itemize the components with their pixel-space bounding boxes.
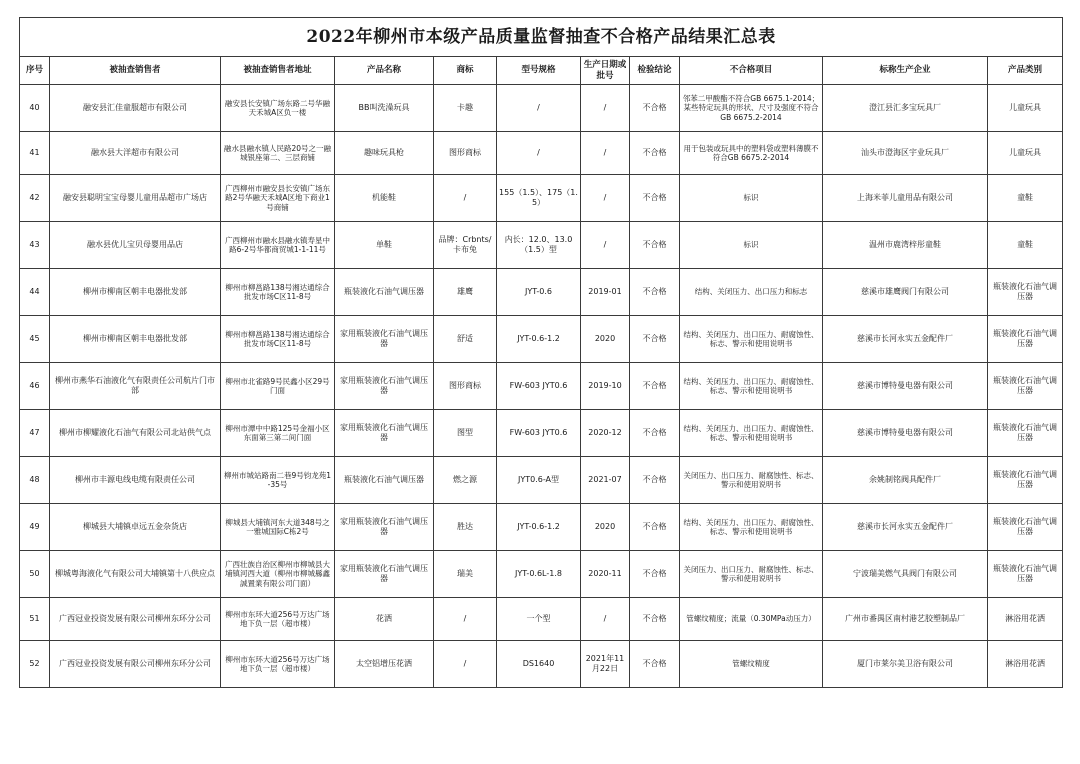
production-date-cell: 2021年11月22日 <box>581 641 630 688</box>
product-name-cell: 太空铝增压花洒 <box>335 641 434 688</box>
table-row <box>20 132 1063 175</box>
product-category-cell: 童鞋 <box>988 175 1063 222</box>
row-number-cell: 43 <box>20 222 50 269</box>
failed-items-cell: 结构、关闭压力、出口压力和标志 <box>680 269 823 316</box>
row-number-cell: 42 <box>20 175 50 222</box>
row-number-cell: 51 <box>20 598 50 641</box>
manufacturer-cell: 慈溪市雄鹰阀门有限公司 <box>823 269 988 316</box>
seller-name-cell: 融水县优儿宝贝母婴用品店 <box>50 222 221 269</box>
table-row <box>20 410 1063 457</box>
inspection-result-cell: 不合格 <box>630 551 680 598</box>
production-date-cell: 2020-12 <box>581 410 630 457</box>
seller-address-cell: 柳州市柳邕路138号湘达通综合批发市场C区11-8号 <box>221 316 335 363</box>
seller-name-cell: 融安县汇佳童服超市有限公司 <box>50 85 221 132</box>
header-cell: 生产日期或批号 <box>581 57 630 85</box>
production-date-cell: 2020 <box>581 316 630 363</box>
seller-address-cell: 柳州市柳邕路138号湘达通综合批发市场C区11-8号 <box>221 269 335 316</box>
production-date-cell: 2021-07 <box>581 457 630 504</box>
inspection-result-cell: 不合格 <box>630 641 680 688</box>
table-row <box>20 504 1063 551</box>
failed-items-cell: 用于包装或玩具中的塑料袋或塑料薄膜不符合GB 6675.2-2014 <box>680 132 823 175</box>
inspection-result-cell: 不合格 <box>630 85 680 132</box>
model-spec-cell: / <box>497 85 581 132</box>
header-cell: 序号 <box>20 57 50 85</box>
seller-address-cell: 柳州市潭中中路125号金福小区东面第三第二间门面 <box>221 410 335 457</box>
manufacturer-cell: 余姚制铭阀具配件厂 <box>823 457 988 504</box>
trademark-cell: 图形商标 <box>434 132 497 175</box>
trademark-cell: / <box>434 641 497 688</box>
failed-items-cell: 关闭压力、出口压力、耐腐蚀性、标志、警示和使用说明书 <box>680 457 823 504</box>
production-date-cell: / <box>581 175 630 222</box>
product-category-cell: 淋浴用花洒 <box>988 598 1063 641</box>
seller-address-cell: 柳州市东环大道256号万达广场地下负一层（超市楼） <box>221 641 335 688</box>
table-body <box>20 85 1063 688</box>
header-cell: 型号规格 <box>497 57 581 85</box>
header-cell: 被抽查销售者 <box>50 57 221 85</box>
product-name-cell: 瓶装液化石油气调压器 <box>335 457 434 504</box>
product-name-cell: 家用瓶装液化石油气调压器 <box>335 363 434 410</box>
product-category-cell: 瓶装液化石油气调压器 <box>988 316 1063 363</box>
product-category-cell: 淋浴用花洒 <box>988 641 1063 688</box>
seller-name-cell: 柳城县大埔镇卓远五金杂货店 <box>50 504 221 551</box>
seller-address-cell: 融安县长安镇广场东路二号华融天禾城A区负一楼 <box>221 85 335 132</box>
inspection-result-cell: 不合格 <box>630 363 680 410</box>
failed-items-cell: 管螺纹精度 <box>680 641 823 688</box>
inspection-result-cell: 不合格 <box>630 132 680 175</box>
table-row <box>20 85 1063 132</box>
seller-name-cell: 柳州市丰源电线电缆有限责任公司 <box>50 457 221 504</box>
seller-address-cell: 柳城县大埔镇河东大道348号之一雅城国际C栋2号 <box>221 504 335 551</box>
product-category-cell: 儿童玩具 <box>988 132 1063 175</box>
trademark-cell: / <box>434 598 497 641</box>
model-spec-cell: 内长：12.0、13.0（1.5）型 <box>497 222 581 269</box>
product-name-cell: 机能鞋 <box>335 175 434 222</box>
trademark-cell: 卡趣 <box>434 85 497 132</box>
manufacturer-cell: 厦门市莱尔美卫浴有限公司 <box>823 641 988 688</box>
failed-items-cell: 结构、关闭压力、出口压力、耐腐蚀性、标志、警示和使用说明书 <box>680 363 823 410</box>
manufacturer-cell: 慈溪市博特曼电器有限公司 <box>823 363 988 410</box>
model-spec-cell: / <box>497 132 581 175</box>
manufacturer-cell: 慈溪市长河永实五金配件厂 <box>823 504 988 551</box>
row-number-cell: 44 <box>20 269 50 316</box>
table-row <box>20 269 1063 316</box>
table-row <box>20 551 1063 598</box>
production-date-cell: 2019-10 <box>581 363 630 410</box>
product-category-cell: 瓶装液化石油气调压器 <box>988 363 1063 410</box>
page-title: 2022年柳州市本级产品质量监督抽查不合格产品结果汇总表 <box>20 18 1063 57</box>
failed-items-cell: 关闭压力、出口压力、耐腐蚀性、标志、警示和使用说明书 <box>680 551 823 598</box>
inspection-result-cell: 不合格 <box>630 269 680 316</box>
trademark-cell: 雄鹰 <box>434 269 497 316</box>
row-number-cell: 41 <box>20 132 50 175</box>
header-cell: 商标 <box>434 57 497 85</box>
product-name-cell: BB叫洗澡玩具 <box>335 85 434 132</box>
model-spec-cell: JYT-0.6-1.2 <box>497 316 581 363</box>
header-cell: 检验结论 <box>630 57 680 85</box>
inspection-result-cell: 不合格 <box>630 457 680 504</box>
table-row <box>20 641 1063 688</box>
nonconforming-products-table <box>19 17 1063 688</box>
model-spec-cell: JYT-0.6-1.2 <box>497 504 581 551</box>
header-cell: 标称生产企业 <box>823 57 988 85</box>
row-number-cell: 49 <box>20 504 50 551</box>
production-date-cell: / <box>581 132 630 175</box>
product-name-cell: 花洒 <box>335 598 434 641</box>
production-date-cell: / <box>581 222 630 269</box>
product-category-cell: 瓶装液化石油气调压器 <box>988 269 1063 316</box>
model-spec-cell: 一个型 <box>497 598 581 641</box>
row-number-cell: 52 <box>20 641 50 688</box>
product-category-cell: 瓶装液化石油气调压器 <box>988 410 1063 457</box>
product-name-cell: 家用瓶装液化石油气调压器 <box>335 410 434 457</box>
inspection-result-cell: 不合格 <box>630 598 680 641</box>
seller-name-cell: 柳城粤海液化气有限公司大埔镇第十八供应点 <box>50 551 221 598</box>
failed-items-cell: 标识 <box>680 175 823 222</box>
model-spec-cell: JYT-0.6 <box>497 269 581 316</box>
table-row <box>20 457 1063 504</box>
product-name-cell: 趣味玩具枪 <box>335 132 434 175</box>
row-number-cell: 50 <box>20 551 50 598</box>
production-date-cell: 2019-01 <box>581 269 630 316</box>
row-number-cell: 47 <box>20 410 50 457</box>
manufacturer-cell: 广州市番禺区南村港艺胶塑制品厂 <box>823 598 988 641</box>
model-spec-cell: JYT-0.6L-1.8 <box>497 551 581 598</box>
seller-address-cell: 柳州市东环大道256号万达广场地下负一层（超市楼） <box>221 598 335 641</box>
seller-name-cell: 融安县聪明宝宝母婴儿童用品超市广场店 <box>50 175 221 222</box>
seller-address-cell: 融水县融水镇人民路20号之一融城银座第二、三层商铺 <box>221 132 335 175</box>
product-name-cell: 家用瓶装液化石油气调压器 <box>335 504 434 551</box>
product-name-cell: 单鞋 <box>335 222 434 269</box>
failed-items-cell: 标识 <box>680 222 823 269</box>
manufacturer-cell: 澄江县汇多宝玩具厂 <box>823 85 988 132</box>
model-spec-cell: JYT0.6-A型 <box>497 457 581 504</box>
product-category-cell: 瓶装液化石油气调压器 <box>988 504 1063 551</box>
failed-items-cell: 结构、关闭压力、出口压力、耐腐蚀性、标志、警示和使用说明书 <box>680 410 823 457</box>
seller-address-cell: 柳州市城站路南二巷9号钧龙苑1-35号 <box>221 457 335 504</box>
seller-name-cell: 广西冠业投资发展有限公司柳州东环分公司 <box>50 641 221 688</box>
product-category-cell: 童鞋 <box>988 222 1063 269</box>
seller-address-cell: 广西柳州市融水县融水镇寿星中路6-2号华都商贸城1-1-11号 <box>221 222 335 269</box>
trademark-cell: 燃之源 <box>434 457 497 504</box>
row-number-cell: 48 <box>20 457 50 504</box>
seller-address-cell: 广西壮族自治区柳州市柳城县大埔镇河西大道（柳州市柳城縣鑫誠置業有限公司门面） <box>221 551 335 598</box>
header-cell: 不合格项目 <box>680 57 823 85</box>
product-name-cell: 瓶装液化石油气调压器 <box>335 269 434 316</box>
seller-name-cell: 柳州市燕华石油液化气有限责任公司航片门市部 <box>50 363 221 410</box>
manufacturer-cell: 慈溪市长河永实五金配件厂 <box>823 316 988 363</box>
inspection-result-cell: 不合格 <box>630 316 680 363</box>
header-cell: 产品名称 <box>335 57 434 85</box>
product-category-cell: 瓶装液化石油气调压器 <box>988 457 1063 504</box>
inspection-result-cell: 不合格 <box>630 410 680 457</box>
trademark-cell: 胜达 <box>434 504 497 551</box>
product-name-cell: 家用瓶装液化石油气调压器 <box>335 551 434 598</box>
production-date-cell: / <box>581 598 630 641</box>
manufacturer-cell: 宁波瑞美燃气具阀门有限公司 <box>823 551 988 598</box>
manufacturer-cell: 温州市鹿湾梓彤童鞋 <box>823 222 988 269</box>
trademark-cell: 图型 <box>434 410 497 457</box>
trademark-cell: 瑞美 <box>434 551 497 598</box>
seller-name-cell: 柳州市柳南区朝丰电器批发部 <box>50 269 221 316</box>
row-number-cell: 46 <box>20 363 50 410</box>
inspection-result-cell: 不合格 <box>630 504 680 551</box>
seller-address-cell: 广西柳州市融安县长安镇广场东路2号华融天禾城A区地下商业1号商铺 <box>221 175 335 222</box>
seller-name-cell: 融水县大洋超市有限公司 <box>50 132 221 175</box>
row-number-cell: 40 <box>20 85 50 132</box>
header-row <box>20 57 1063 85</box>
failed-items-cell: 邻苯二甲酸酯不符合GB 6675.1-2014；某些特定玩具的形状、尺寸及强度不符合GB 6675.2-2014 <box>680 85 823 132</box>
manufacturer-cell: 慈溪市博特曼电器有限公司 <box>823 410 988 457</box>
model-spec-cell: FW-603 JYT0.6 <box>497 410 581 457</box>
manufacturer-cell: 上海米菲儿童用品有限公司 <box>823 175 988 222</box>
seller-name-cell: 广西冠业投资发展有限公司柳州东环分公司 <box>50 598 221 641</box>
table-row <box>20 598 1063 641</box>
model-spec-cell: DS1640 <box>497 641 581 688</box>
seller-name-cell: 柳州市柳耀液化石油气有限公司北站供气点 <box>50 410 221 457</box>
header-cell: 产品类别 <box>988 57 1063 85</box>
product-name-cell: 家用瓶装液化石油气调压器 <box>335 316 434 363</box>
inspection-result-cell: 不合格 <box>630 175 680 222</box>
result-summary-sheet <box>19 17 1062 688</box>
row-number-cell: 45 <box>20 316 50 363</box>
trademark-cell: 品牌：Crbnts/卡布兔 <box>434 222 497 269</box>
product-category-cell: 儿童玩具 <box>988 85 1063 132</box>
production-date-cell: 2020-11 <box>581 551 630 598</box>
table-row <box>20 316 1063 363</box>
table-row <box>20 175 1063 222</box>
trademark-cell: 图形商标 <box>434 363 497 410</box>
product-category-cell: 瓶装液化石油气调压器 <box>988 551 1063 598</box>
table-row <box>20 222 1063 269</box>
model-spec-cell: FW-603 JYT0.6 <box>497 363 581 410</box>
failed-items-cell: 管螺纹精度；流量（0.30MPa动压力） <box>680 598 823 641</box>
model-spec-cell: 155（1.5）、175（1.5） <box>497 175 581 222</box>
table-row <box>20 363 1063 410</box>
failed-items-cell: 结构、关闭压力、出口压力、耐腐蚀性、标志、警示和使用说明书 <box>680 504 823 551</box>
inspection-result-cell: 不合格 <box>630 222 680 269</box>
manufacturer-cell: 汕头市澄海区宇业玩具厂 <box>823 132 988 175</box>
trademark-cell: / <box>434 175 497 222</box>
seller-name-cell: 柳州市柳南区朝丰电器批发部 <box>50 316 221 363</box>
failed-items-cell: 结构、关闭压力、出口压力、耐腐蚀性、标志、警示和使用说明书 <box>680 316 823 363</box>
header-cell: 被抽查销售者地址 <box>221 57 335 85</box>
production-date-cell: / <box>581 85 630 132</box>
seller-address-cell: 柳州市北雀路9号民鑫小区29号门面 <box>221 363 335 410</box>
production-date-cell: 2020 <box>581 504 630 551</box>
trademark-cell: 舒适 <box>434 316 497 363</box>
